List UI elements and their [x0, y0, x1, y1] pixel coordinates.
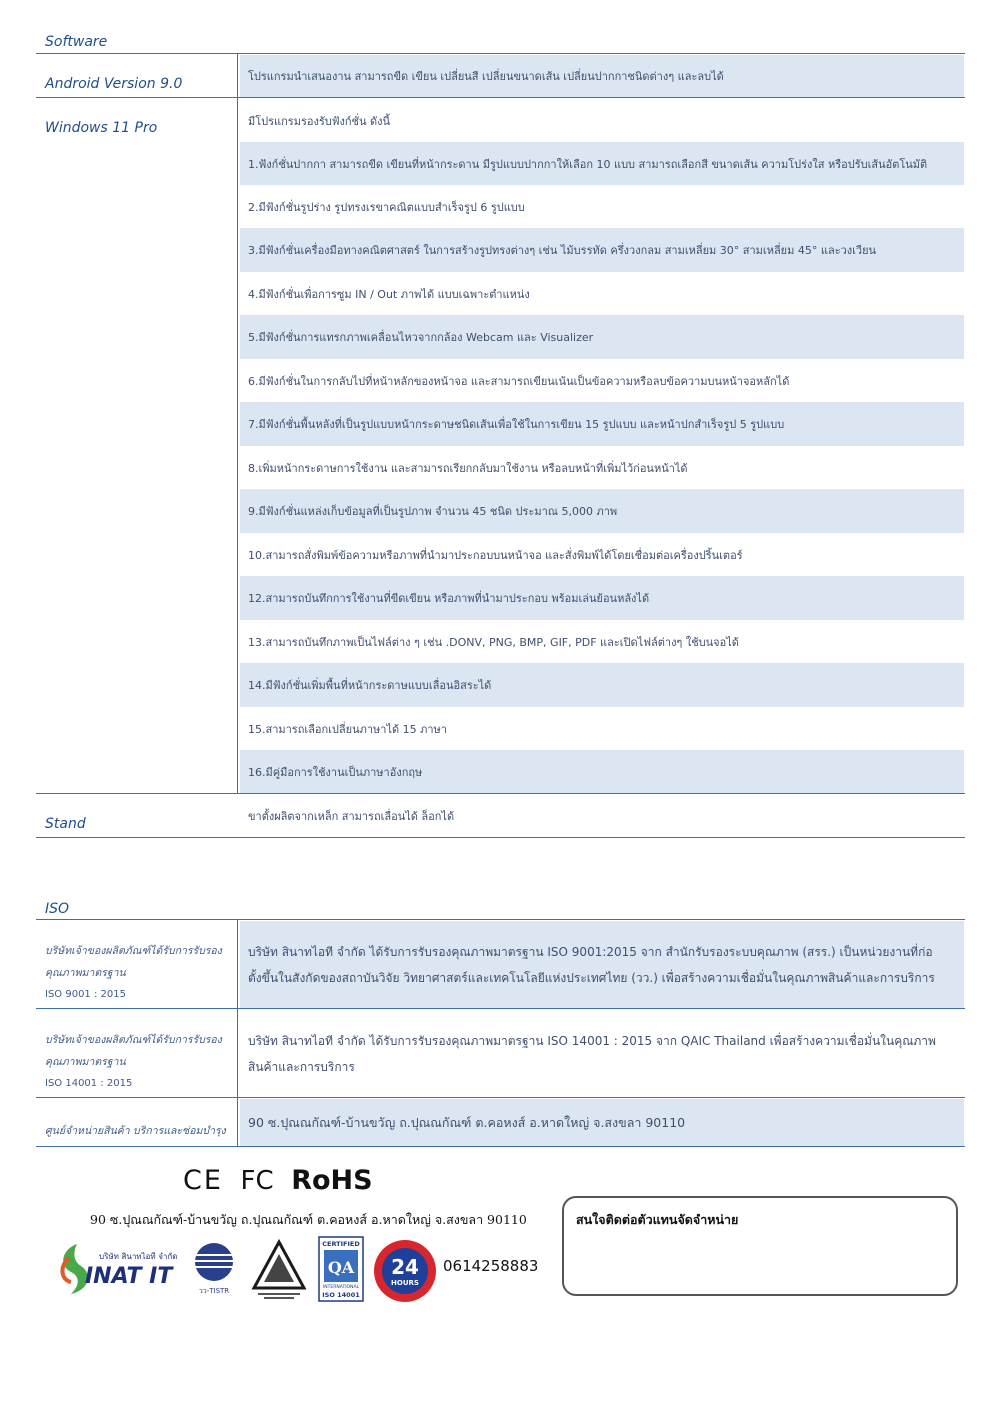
divider: [36, 97, 965, 98]
android-description: โปรแกรมนำเสนองาน สามารถขีด เขียน เปลี่ยนสี เปลี่ยนขนาดเส้น เปลี่ยนปากกาชนิดต่างๆ และลบได้: [240, 55, 964, 97]
windows-feature-item: 15.สามารถเลือกเปลี่ยนภาษาได้ 15 ภาษา: [248, 722, 447, 736]
divider: [36, 919, 965, 920]
windows-feature-item: 9.มีฟังก์ชั่นแหล่งเก็บข้อมูลที่เป็นรูปภาพ จำนวน 45 ชนิด ประมาณ 5,000 ภาพ: [240, 489, 964, 533]
divider: [36, 837, 965, 838]
iso-label-standard: ISO 14001 : 2015: [45, 1078, 133, 1089]
tistr-logo: [188, 1240, 240, 1300]
windows-feature-item: 8.เพิ่มหน้ากระดาษการใช้งาน และสามารถเรียกกลับมาใช้งาน หรือลบหน้าที่เพิ่มไว้ก่อนหน้าได้: [248, 461, 688, 475]
column-divider: [237, 919, 238, 1147]
qa-certified-logo: [318, 1236, 364, 1302]
qa-intl-text: INTERNATIONAL: [322, 1285, 360, 1290]
stand-label: Stand: [45, 816, 86, 832]
footer-address: 90 ซ.ปุณณกัณฑ์-บ้านขวัญ ถ.ปุณณกัณฑ์ ต.คอหงส์ อ.หาดใหญ่ จ.สงขลา 90110: [90, 1212, 527, 1227]
fcc-mark: FC: [240, 1166, 274, 1196]
iso-label-line: คุณภาพมาตรฐาน: [45, 967, 126, 979]
stand-description: ขาตั้งผลิตจากเหล็ก สามารถเลื่อนได้ ล็อกได้: [248, 810, 455, 823]
certification-marks: [183, 1165, 373, 1196]
iso-label-line: คุณภาพมาตรฐาน: [45, 1056, 126, 1068]
divider: [36, 1097, 965, 1098]
iso-9001-label: [45, 940, 235, 1006]
phone-number: 0614258883: [443, 1257, 539, 1275]
windows-feature-item: 1.ฟังก์ชั่นปากกา สามารถขีด เขียนที่หน้ากระดาน มีรูปแบบปากกาให้เลือก 10 แบบ สามารถเลือกสี ขนาดเส้น ความโปร่งใส หรือปรับเส้นอัตโนมัติ: [240, 142, 964, 185]
windows-feature-item: 14.มีฟังก์ชั่นเพิ่มพื้นที่หน้ากระดาษแบบเลื่อนอิสระได้: [240, 663, 964, 707]
windows-feature-item: 5.มีฟังก์ชั่นการแทรกภาพเคลื่อนไหวจากกล้อง Webcam และ Visualizer: [240, 315, 964, 359]
contact-box: [562, 1196, 958, 1296]
windows-version-label: Windows 11 Pro: [45, 120, 158, 136]
software-section-title: Software: [45, 34, 108, 50]
sinat-company-text: บริษัท สินาทไอที จำกัด: [99, 1252, 178, 1261]
windows-feature-item: 7.มีฟังก์ชั่นพื้นหลังที่เป็นรูปแบบหน้ากระดาษชนิดเส้นเพื่อใช้ในการเขียน 15 รูปแบบ และหน้าปกสำเร็จรูป 5 รูปแบบ: [240, 402, 964, 446]
sinat-it-logo: [55, 1236, 180, 1306]
windows-intro: มีโปรแกรมรองรับฟังก์ชั่น ดังนี้: [248, 114, 391, 128]
nac-logo: [248, 1238, 310, 1302]
service-center-label: [45, 1120, 235, 1142]
sinat-brand-text: INAT IT: [85, 1264, 173, 1289]
rohs-mark: RoHS: [291, 1165, 373, 1196]
hours-text: HOURS: [391, 1279, 419, 1287]
windows-feature-item: 12.สามารถบันทึกการใช้งานที่ขีดเขียน หรือภาพที่นำมาประกอบ พร้อมเล่นย้อนหลังได้: [240, 576, 964, 620]
service-center-address: 90 ซ.ปุณณกัณฑ์-บ้านขวัญ ถ.ปุณณกัณฑ์ ต.คอหงส์ อ.หาดใหญ่ จ.สงขลา 90110: [240, 1099, 964, 1146]
iso-label-line: บริษัทเจ้าของผลิตภัณฑ์ได้รับการรับรอง: [45, 1034, 222, 1046]
24-text: 24: [391, 1255, 419, 1279]
windows-feature-item: 10.สามารถสั่งพิมพ์ข้อความหรือภาพที่นำมาประกอบบนหน้าจอ และสั่งพิมพ์ได้โดยเชื่อมต่อเครื่องปริ้นเตอร์: [248, 548, 743, 562]
iso-label-line: ศูนย์จำหน่ายสินค้า บริการและซ่อมบำรุง: [45, 1125, 226, 1137]
divider: [36, 793, 965, 794]
ce-mark: CE: [183, 1165, 223, 1196]
svg-text:QA: QA: [327, 1258, 355, 1277]
divider: [36, 1008, 965, 1009]
windows-feature-item: 3.มีฟังก์ชั่นเครื่องมือทางคณิตศาสตร์ ในการสร้างรูปทรงต่างๆ เช่น ไม้บรรทัด ครึ่งวงกลม สามเหลี่ยม 30° สามเหลี่ยม 45° และวงเวียน: [240, 228, 964, 272]
windows-feature-item: 6.มีฟังก์ชั่นในการกลับไปที่หน้าหลักของหน้าจอ และสามารถเขียนเน้นเป็นข้อความหรือลบข้อความบนหน้าจอหลักได้: [248, 374, 790, 388]
iso-section-title: ISO: [45, 901, 70, 917]
divider: [36, 53, 965, 54]
tistr-text: วว-TISTR: [198, 1287, 230, 1295]
iso-14001-label: [45, 1029, 235, 1095]
windows-feature-item: 16.มีคู่มือการใช้งานเป็นภาษาอังกฤษ: [240, 750, 964, 793]
iso-label-line: บริษัทเจ้าของผลิตภัณฑ์ได้รับการรับรอง: [45, 945, 222, 957]
iso-label-standard: ISO 9001 : 2015: [45, 989, 126, 1000]
divider: [36, 1146, 965, 1147]
windows-feature-item: 4.มีฟังก์ชั่นเพื่อการซูม IN / Out ภาพได้ แบบเฉพาะตำแหน่ง: [248, 287, 530, 301]
windows-feature-item: 2.มีฟังก์ชั่นรูปร่าง รูปทรงเรขาคณิตแบบสำเร็จรูป 6 รูปแบบ: [248, 200, 525, 214]
contact-title: สนใจติดต่อตัวแทนจัดจำหน่าย: [576, 1212, 739, 1227]
windows-feature-item: 13.สามารถบันทึกภาพเป็นไฟล์ต่าง ๆ เช่น .DONV, PNG, BMP, GIF, PDF และเปิดไฟล์ต่างๆ ใช้บนจอได้: [248, 635, 739, 649]
iso-9001-description: บริษัท สินาทไอที จำกัด ได้รับการรับรองคุณภาพมาตรฐาน ISO 9001:2015 จาก สำนักรับรองระบบคุณภาพ (สรร.) เป็นหน่วยงานที่ก่อตั้งขึ้นในสังกัดของสถาบันวิจัย วิทยาศาสตร์และเทคโนโลยีแห่งประเทศไทย (วว.) เพื่อสร้างความเชื่อมั่นในคุณภาพสินค้าและการบริการ: [240, 921, 964, 1008]
24-hours-logo: [372, 1238, 438, 1304]
column-divider: [237, 53, 238, 794]
iso-14001-description: บริษัท สินาทไอที จำกัด ได้รับการรับรองคุณภาพมาตรฐาน ISO 14001 : 2015 จาก QAIC Thailand เพื่อสร้างความเชื่อมั่นในคุณภาพสินค้าและการบริการ: [248, 1033, 936, 1074]
android-version-label: Android Version 9.0: [45, 76, 183, 92]
qa-certified-text: CERTIFIED: [322, 1240, 360, 1248]
qa-iso-text: ISO 14001: [322, 1291, 360, 1299]
